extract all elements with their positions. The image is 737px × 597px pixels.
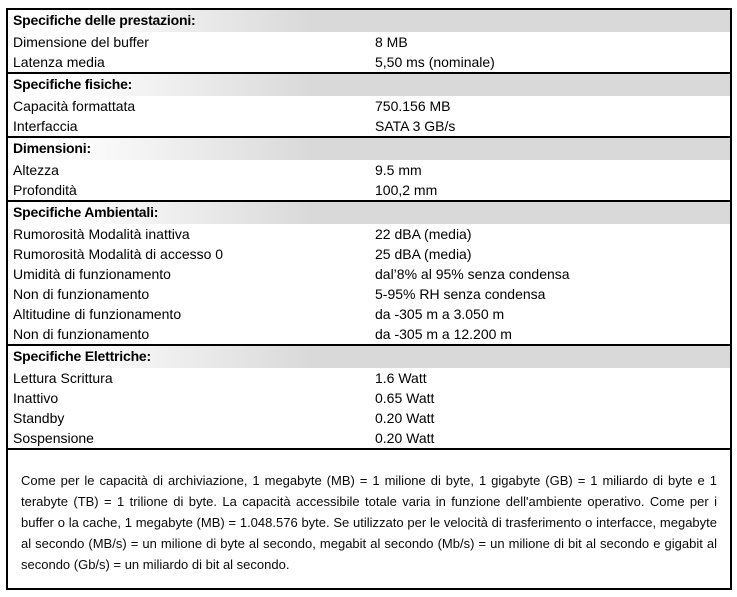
spec-label: Capacità formattata (13, 98, 136, 114)
table-row (8, 160, 730, 180)
table-row (8, 264, 730, 284)
spec-label: Dimensione del buffer (13, 34, 149, 50)
section-header: Dimensioni: (8, 138, 730, 160)
spec-label: Lettura Scrittura (13, 370, 113, 386)
spec-label: Profondità (13, 182, 77, 198)
spec-value: 750.156 MB (375, 98, 451, 114)
spec-value: da -305 m a 3.050 m (375, 306, 505, 322)
spec-label: Rumorosità Modalità di accesso 0 (13, 246, 224, 262)
spec-value: dal’8% al 95% senza condensa (375, 266, 570, 282)
table-row (8, 304, 730, 324)
section-ambientali (8, 200, 730, 344)
spec-value: 0.65 Watt (375, 390, 435, 406)
spec-label: Altitudine di funzionamento (13, 306, 182, 322)
section-prestazioni (8, 10, 730, 72)
section-header: Specifiche Ambientali: (8, 202, 730, 224)
spec-label: Latenza media (13, 54, 105, 70)
section-dimensioni (8, 136, 730, 200)
spec-label: Standby (13, 410, 65, 426)
spec-value: SATA 3 GB/s (375, 118, 456, 134)
table-row (8, 284, 730, 304)
section-header: Specifiche fisiche: (8, 74, 730, 96)
spec-value: da -305 m a 12.200 m (375, 326, 512, 342)
spec-value: 22 dBA (media) (375, 226, 472, 242)
spec-value: 9.5 mm (375, 162, 422, 178)
table-row (8, 116, 730, 136)
table-row (8, 244, 730, 264)
spec-value: 0.20 Watt (375, 430, 435, 446)
footnote-section (8, 448, 730, 590)
table-row (8, 96, 730, 116)
table-row (8, 180, 730, 200)
spec-value: 1.6 Watt (375, 370, 427, 386)
spec-label: Interfaccia (13, 118, 78, 134)
spec-value: 0.20 Watt (375, 410, 435, 426)
table-row (8, 224, 730, 244)
spec-label: Sospensione (13, 430, 94, 446)
spec-value: 8 MB (375, 34, 408, 50)
table-row (8, 408, 730, 428)
table-row (8, 52, 730, 72)
spec-sheet-table (6, 8, 732, 590)
table-row (8, 32, 730, 52)
spec-label: Altezza (13, 162, 59, 178)
spec-label: Rumorosità Modalità inattiva (13, 226, 190, 242)
table-row (8, 324, 730, 344)
spec-value: 25 dBA (media) (375, 246, 472, 262)
spec-label: Umidità di funzionamento (13, 266, 171, 282)
section-elettriche (8, 344, 730, 448)
section-header: Specifiche Elettriche: (8, 346, 730, 368)
table-row (8, 428, 730, 448)
spec-value: 5,50 ms (nominale) (375, 54, 495, 70)
table-row (8, 368, 730, 388)
section-fisiche (8, 72, 730, 136)
spec-label: Inattivo (13, 390, 59, 406)
spec-label: Non di funzionamento (13, 326, 150, 342)
spec-value: 100,2 mm (375, 182, 438, 198)
spec-value: 5-95% RH senza condensa (375, 286, 546, 302)
section-header: Specifiche delle prestazioni: (8, 10, 730, 32)
spec-label: Non di funzionamento (13, 286, 150, 302)
capacity-definition-note: Come per le capacità di archiviazione, 1 megabyte (MB) = 1 milione di byte, 1 gigabyte (GB) = 1 miliardo di byte e 1 terabyte (TB) = 1 trilione di byte. La capacità accessibile totale varia in funzione dell'ambiente operativo. Come per i buffer o la cache, 1 megabyte (MB) = 1.048.576 byte. Se utilizzato per le velocità di trasferimento o interfacce, megabyte al secondo (MB/s) = un milione di byte al secondo, megabit al secondo (Mb/s) = un milione di bit al secondo e gigabit al secondo (Gb/s) = un miliardo di bit al secondo. (21, 473, 717, 572)
table-row (8, 388, 730, 408)
